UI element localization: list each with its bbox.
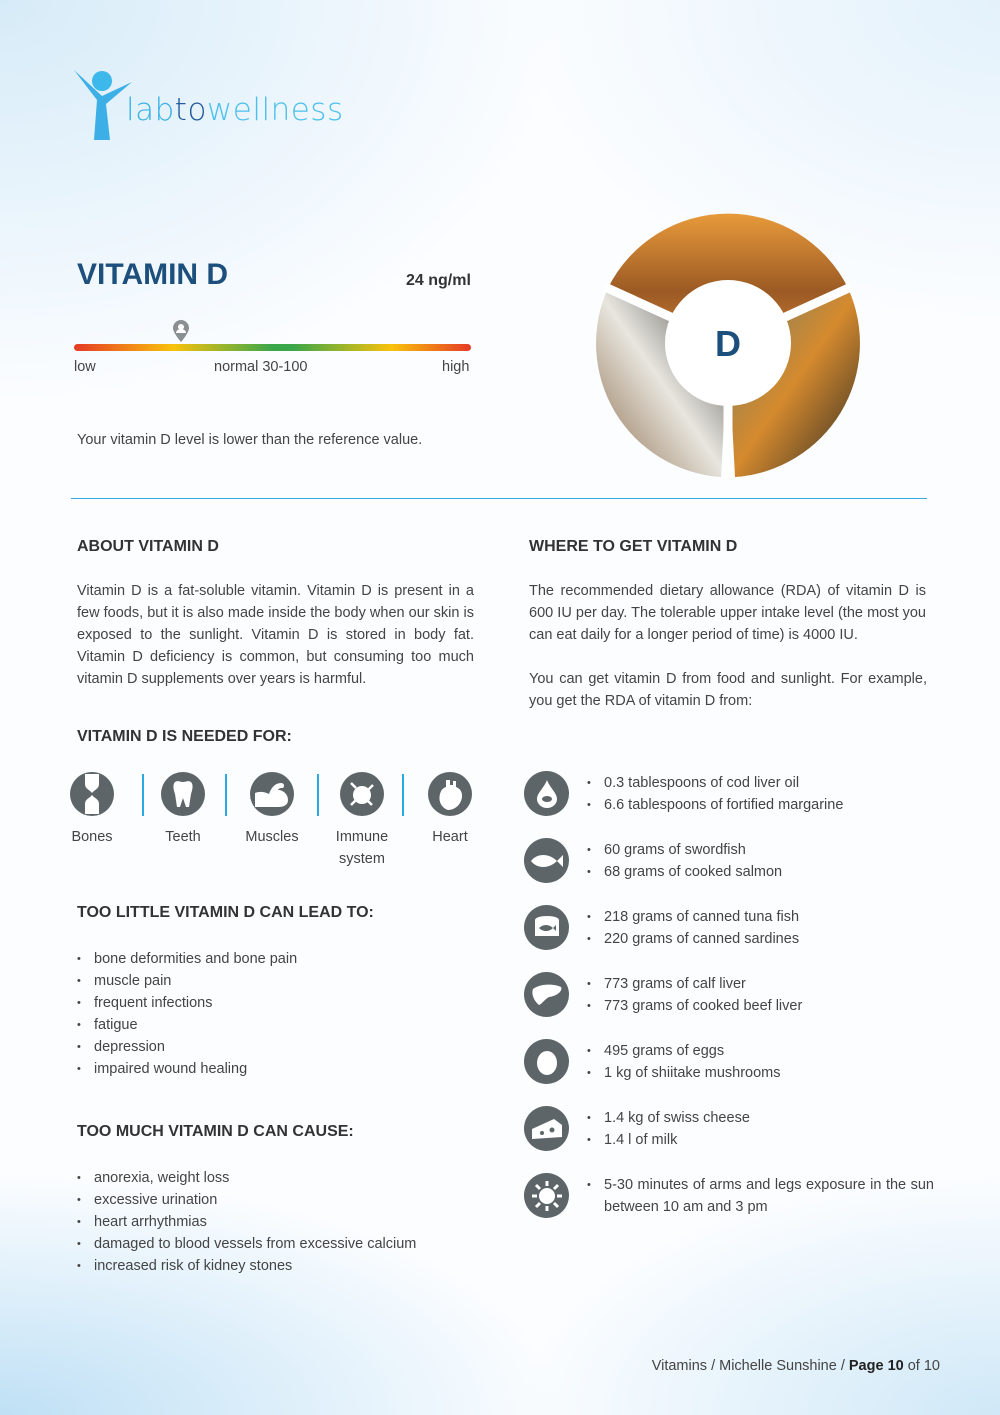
source-item: • 495 grams of eggs • 1 kg of shiitake mushrooms xyxy=(524,1039,934,1084)
where-text-1: The recommended dietary allowance (RDA) of vitamin D is 600 IU per day. The tolerable upper intake level (the most you can eat daily for a longer period of time) is 4000 IU. xyxy=(529,583,926,643)
page-title: VITAMIN D xyxy=(77,258,229,291)
too-little-heading: TOO LITTLE VITAMIN D CAN LEAD TO: xyxy=(77,904,374,921)
footer: Vitamins / Michelle Sunshine / Page 10 of 10 xyxy=(651,1358,940,1374)
logo-figure-icon xyxy=(72,68,132,143)
scale-high: high xyxy=(442,359,470,375)
divider xyxy=(402,774,404,816)
source-item: • 218 grams of canned tuna fish • 220 grams of canned sardines xyxy=(524,905,934,950)
egg-icon xyxy=(524,1039,569,1084)
bone-joint-icon xyxy=(70,772,114,816)
cheese-icon xyxy=(524,1106,569,1151)
vitamin-badge: D xyxy=(715,323,741,364)
muscle-icon xyxy=(250,772,294,816)
about-text: Vitamin D is a fat-soluble vitamin. Vitamin D is present in a few foods, but it is also made inside the body when our skin is exposed to the sunlight. Vitamin D is stored in body fat. Vitamin D deficiency is common, but consuming too much vitamin D supplements over years is harmful. xyxy=(77,583,474,687)
source-item: • 5-30 minutes of arms and legs exposure in the sun between 10 am and 3 pm xyxy=(524,1173,934,1218)
where-text-2: You can get vitamin D from food and sunlight. For example, you get the RDA of vitamin D from: xyxy=(529,671,927,709)
too-much-list: • anorexia, weight loss • excessive urination • heart arrhythmias • damaged to blood vessels from excessive calcium • increased risk of kidney stones xyxy=(77,1167,416,1277)
needed-item-bones: Bones xyxy=(47,772,137,848)
too-much-heading: TOO MUCH VITAMIN D CAN CAUSE: xyxy=(77,1123,354,1140)
vitamin-d-food-wheel xyxy=(593,208,863,478)
about-heading: ABOUT VITAMIN D xyxy=(77,538,219,555)
section-divider xyxy=(71,498,927,499)
needed-item-teeth: Teeth xyxy=(138,772,228,848)
needed-item-heart: Heart xyxy=(405,772,495,848)
result-value: 24 ng/ml xyxy=(406,272,471,289)
canned-fish-icon xyxy=(524,905,569,950)
oil-drop-icon xyxy=(524,771,569,816)
scale-normal: normal 30-100 xyxy=(214,359,308,375)
tooth-icon xyxy=(161,772,205,816)
source-item: • 773 grams of calf liver • 773 grams of cooked beef liver xyxy=(524,972,934,1017)
result-text: Your vitamin D level is lower than the reference value. xyxy=(77,432,423,448)
needed-heading: VITAMIN D IS NEEDED FOR: xyxy=(77,728,292,745)
where-heading: WHERE TO GET VITAMIN D xyxy=(529,538,738,555)
immune-cell-icon xyxy=(340,772,384,816)
scale-low: low xyxy=(74,359,96,375)
liver-icon xyxy=(524,972,569,1017)
needed-item-immune-system: Immune system xyxy=(317,772,407,870)
source-item: • 0.3 tablespoons of cod liver oil • 6.6 tablespoons of fortified margarine xyxy=(524,771,934,816)
source-item: • 60 grams of swordfish • 68 grams of cooked salmon xyxy=(524,838,934,883)
logo: labtowellness xyxy=(72,68,332,143)
range-bar xyxy=(74,344,471,351)
marker-pin-icon xyxy=(171,319,191,343)
source-item: • 1.4 kg of swiss cheese • 1.4 l of milk xyxy=(524,1106,934,1151)
too-little-list: • bone deformities and bone pain • muscle pain • frequent infections • fatigue • depression • impaired wound healing xyxy=(77,948,297,1080)
needed-item-muscles: Muscles xyxy=(227,772,317,848)
heart-organ-icon xyxy=(428,772,472,816)
sun-icon xyxy=(524,1173,569,1218)
fish-icon xyxy=(524,838,569,883)
